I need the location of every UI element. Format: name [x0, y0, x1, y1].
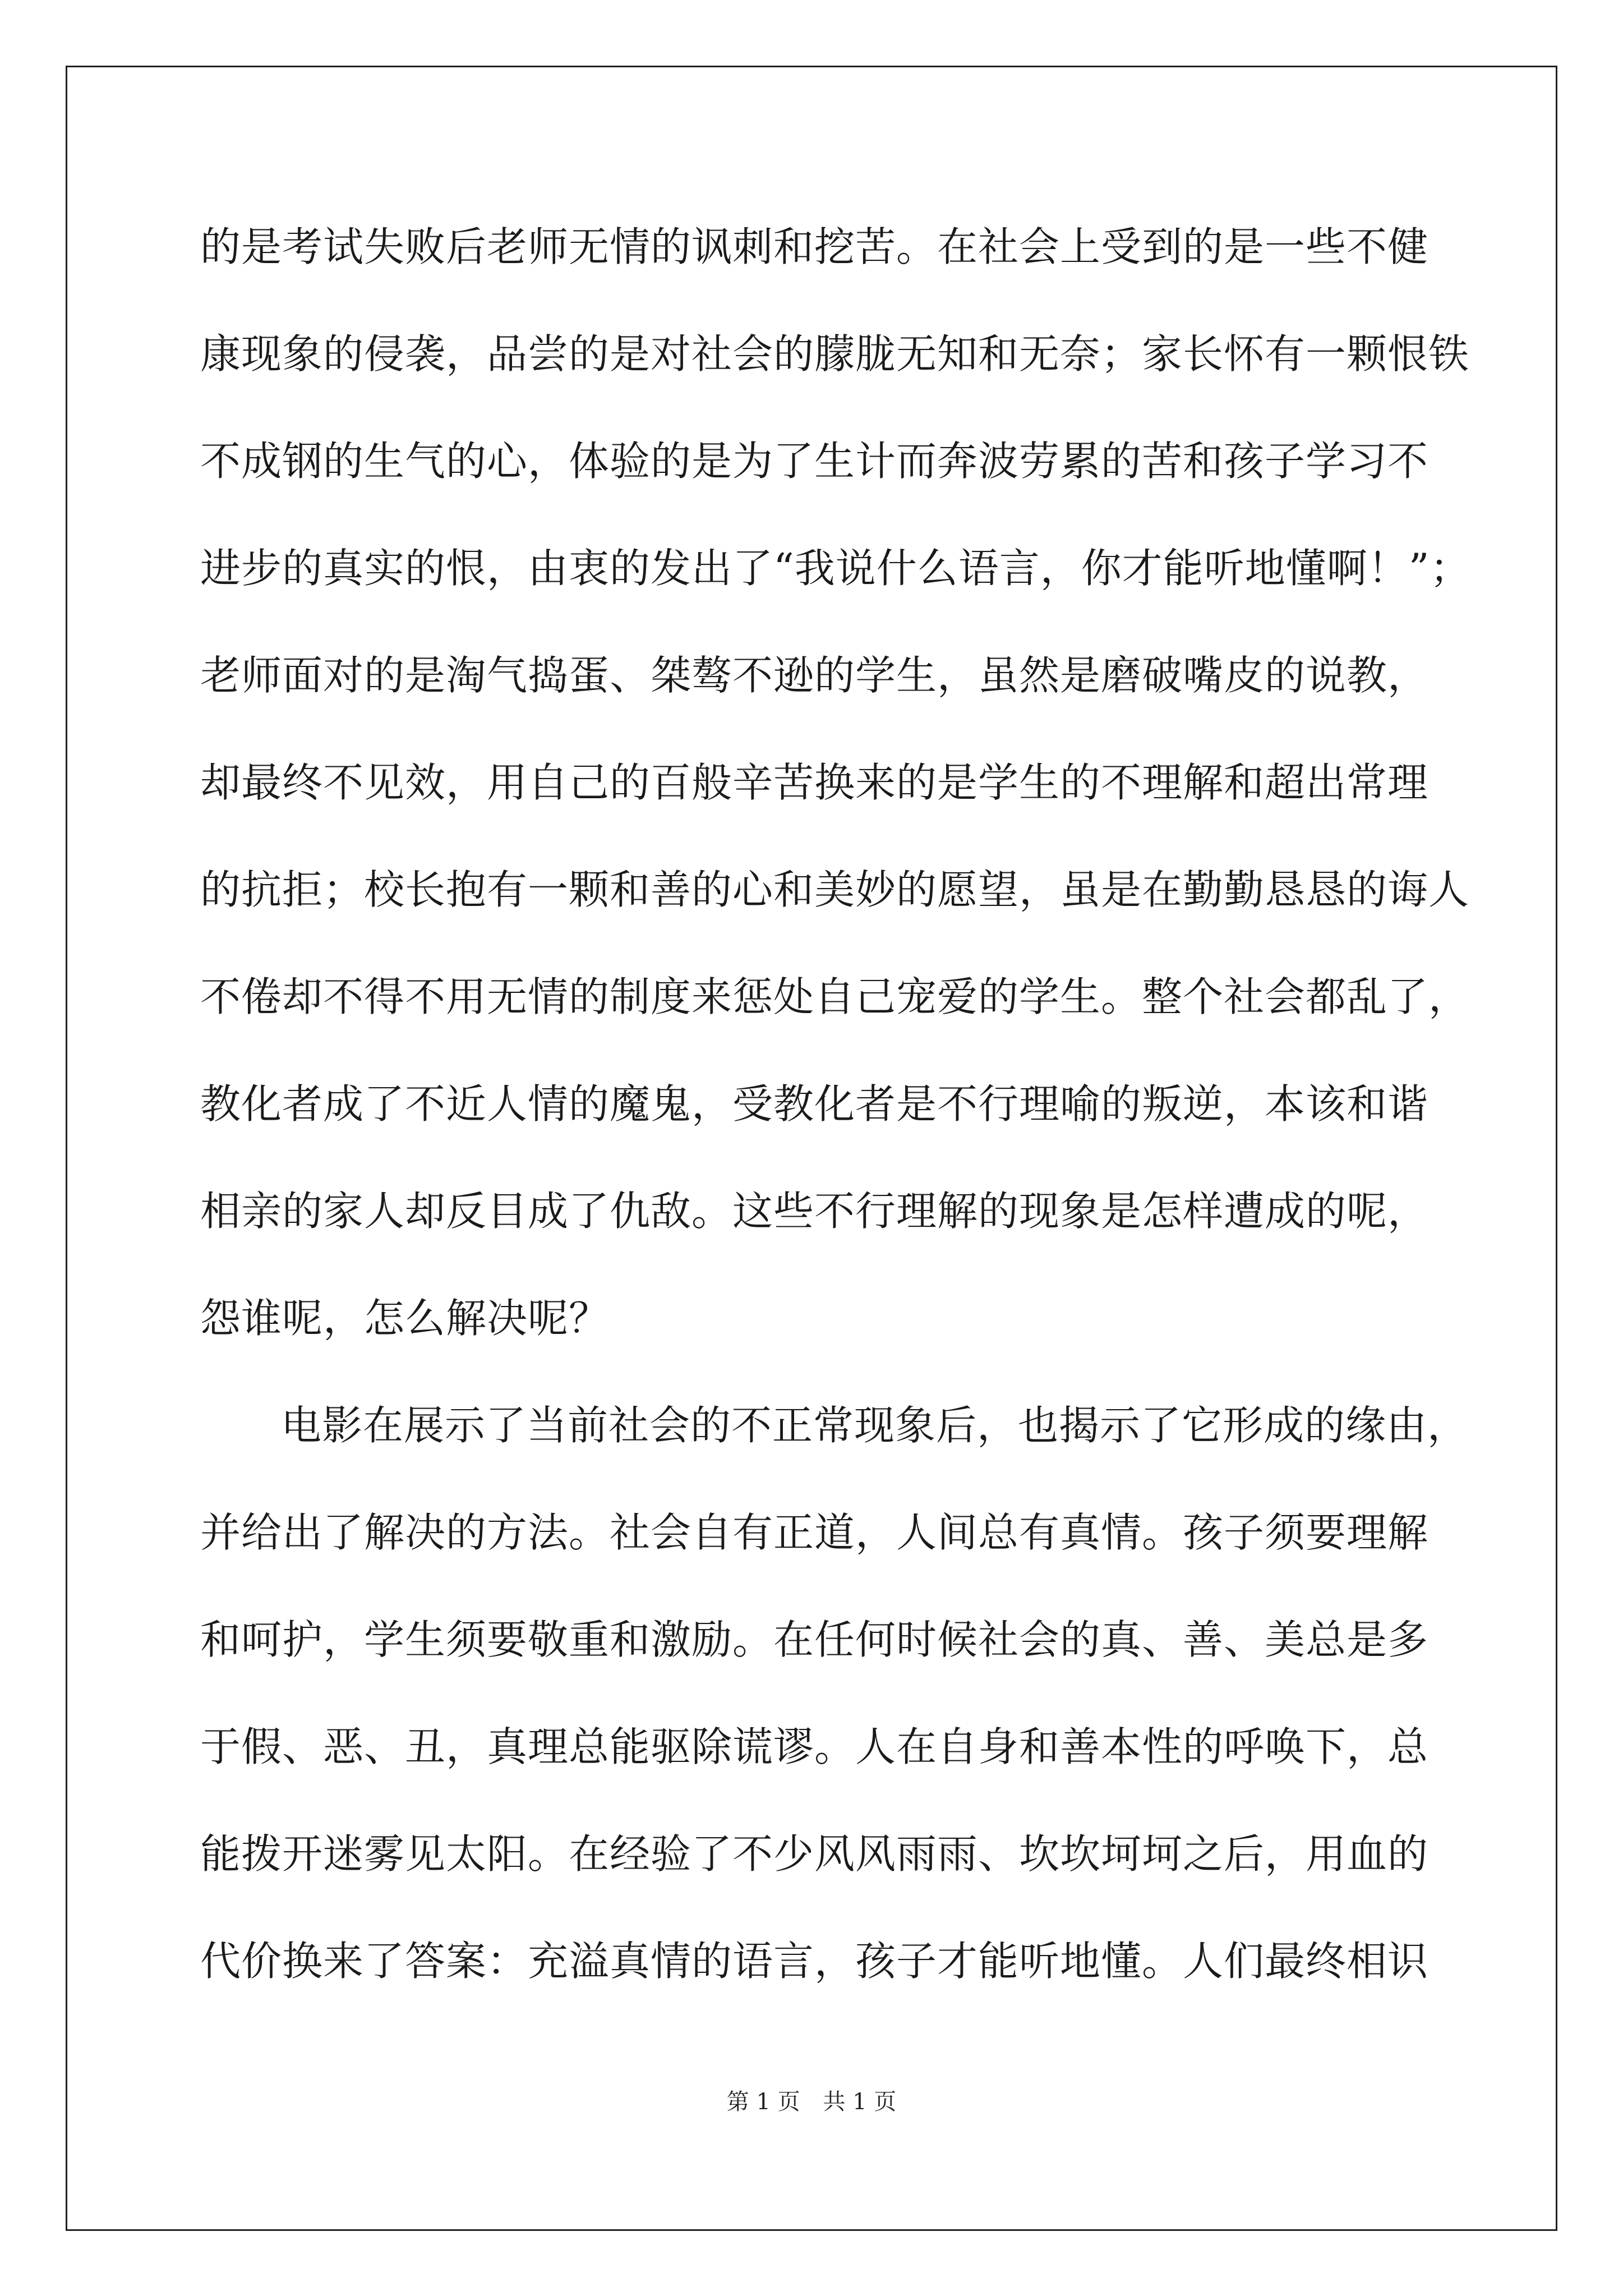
- text-line: 于假、恶、丑，真理总能驱除谎谬。人在自身和善本性的呼唤下，总: [200, 1723, 1429, 1770]
- text-line: 的是考试失败后老师无情的讽刺和挖苦。在社会上受到的是一些不健: [200, 223, 1429, 270]
- text-line: 老师面对的是淘气捣蛋、桀骜不逊的学生，虽然是磨破嘴皮的说教，: [200, 652, 1429, 699]
- text-line: 的抗拒；校长抱有一颗和善的心和美妙的愿望，虽是在勤勤恳恳的诲人: [200, 866, 1470, 913]
- text-line: 不倦却不得不用无情的制度来惩处自己宠爱的学生。整个社会都乱了，: [200, 973, 1470, 1020]
- page-footer: [0, 2088, 1623, 2116]
- text-line: 相亲的家人却反目成了仇敌。这些不行理解的现象是怎样遭成的呢，: [200, 1188, 1429, 1235]
- text-line: 不成钢的生气的心，体验的是为了生计而奔波劳累的苦和孩子学习不: [200, 438, 1429, 485]
- text-line: 代价换来了答案：充溢真情的语言，孩子才能听地懂。人们最终相识: [200, 1938, 1429, 1985]
- text-line: 和呵护，学生须要敬重和激励。在任何时候社会的真、善、美总是多: [200, 1616, 1429, 1663]
- page-total: 共 1 页: [823, 2089, 897, 2115]
- text-line: 却最终不见效，用自己的百般辛苦换来的是学生的不理解和超出常理: [200, 759, 1429, 806]
- text-line: 怨谁呢，怎么解决呢？: [200, 1295, 610, 1342]
- text-line: 进步的真实的恨，由衷的发出了“我说什么语言，你才能听地懂啊！”；: [200, 545, 1471, 592]
- text-line: 教化者成了不近人情的魔鬼，受教化者是不行理喻的叛逆，本该和谐: [200, 1080, 1429, 1128]
- text-line: 能拨开迷雾见太阳。在经验了不少风风雨雨、坎坎坷坷之后，用血的: [200, 1830, 1429, 1878]
- page-number: 第 1 页: [726, 2089, 800, 2115]
- paragraph-start-line: 电影在展示了当前社会的不正常现象后，也揭示了它形成的缘由，: [281, 1402, 1469, 1449]
- text-line: 康现象的侵袭，品尝的是对社会的朦胧无知和无奈；家长怀有一颗恨铁: [200, 330, 1470, 378]
- text-line: 并给出了解决的方法。社会自有正道，人间总有真情。孩子须要理解: [200, 1509, 1429, 1556]
- document-body: [200, 216, 1471, 2037]
